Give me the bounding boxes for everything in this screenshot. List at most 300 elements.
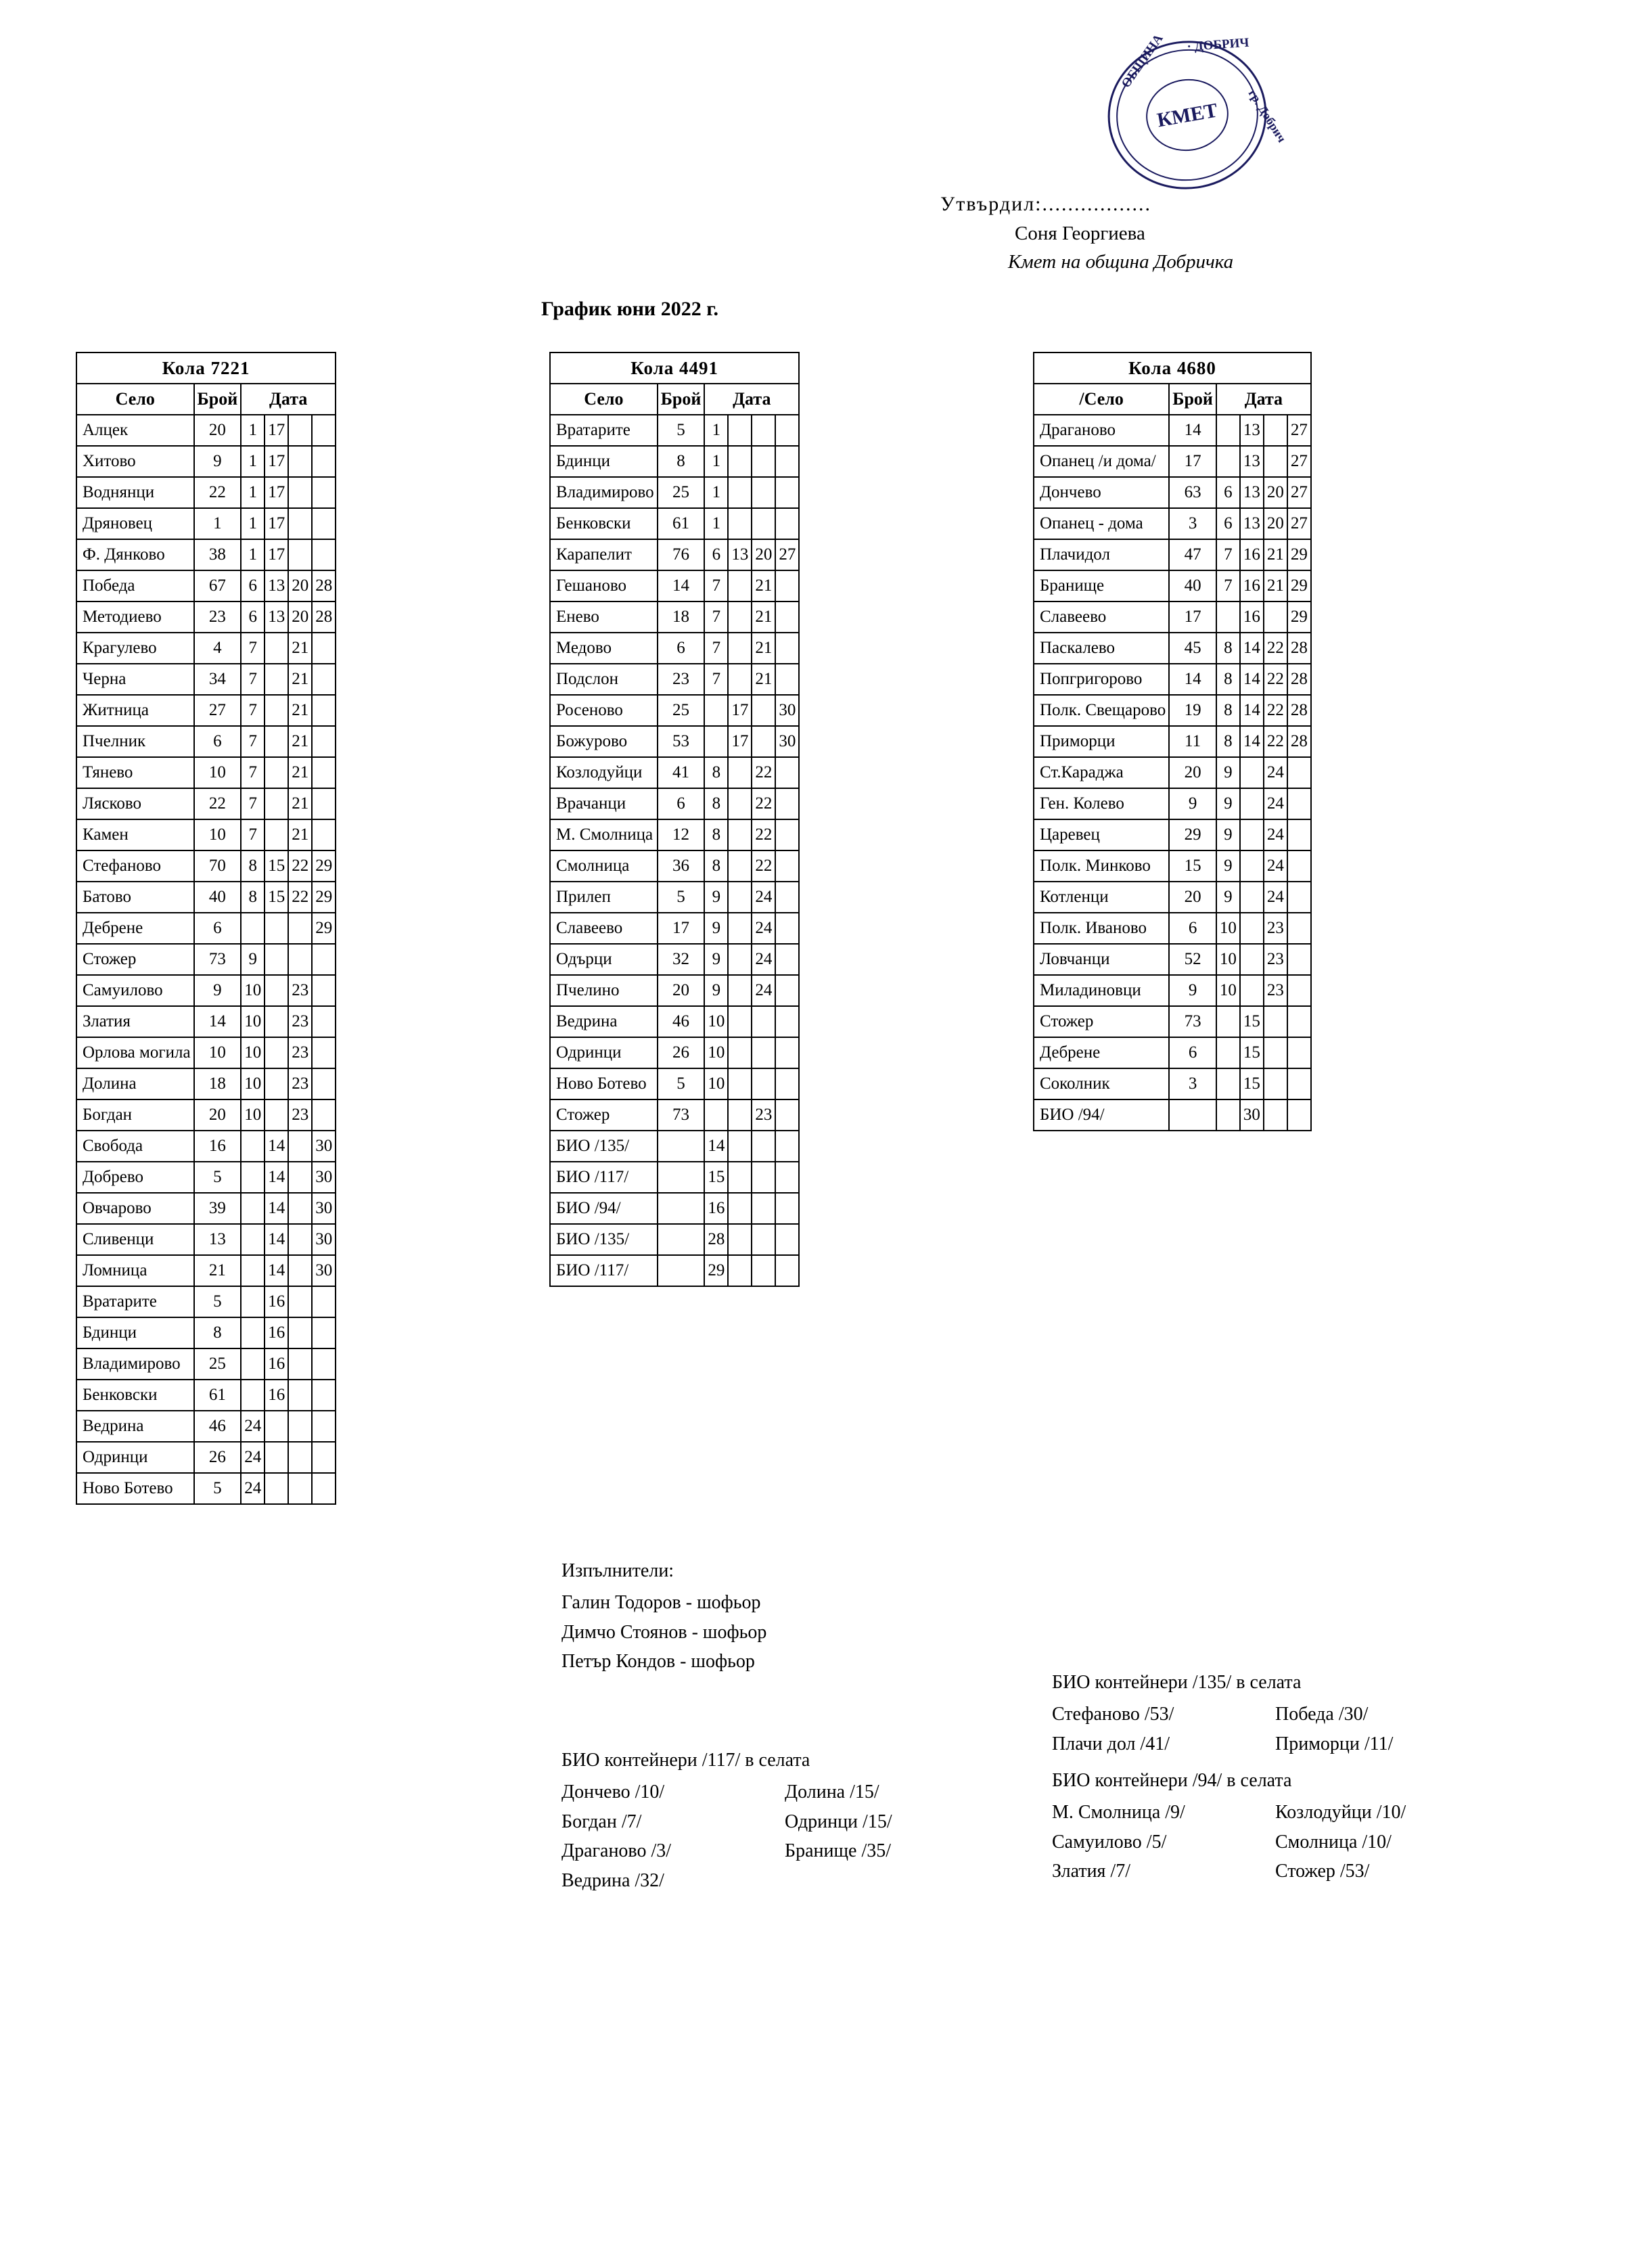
cell-date: 20 [288, 570, 312, 602]
table-row [550, 819, 799, 850]
cell-date: 15 [704, 1162, 728, 1193]
cell-count: 20 [1169, 882, 1216, 913]
table-row [550, 726, 799, 757]
table-row [1034, 477, 1311, 508]
cell-date [265, 1411, 288, 1442]
cell-date [1287, 1037, 1311, 1068]
cell-date [775, 602, 799, 633]
cell-count: 46 [194, 1411, 242, 1442]
cell-village: Смолница [550, 850, 658, 882]
cell-date: 22 [1264, 664, 1287, 695]
cell-date: 10 [241, 1099, 265, 1131]
table-row [550, 602, 799, 633]
cell-date: 15 [1240, 1037, 1264, 1068]
cell-date: 7 [241, 726, 265, 757]
cell-date: 30 [1240, 1099, 1264, 1131]
cell-date [1287, 975, 1311, 1006]
cell-count: 27 [194, 695, 242, 726]
cell-date [288, 913, 312, 944]
cell-date [241, 1286, 265, 1317]
table-row [1034, 944, 1311, 975]
executors-block [561, 1556, 766, 1677]
cell-date: 8 [1216, 633, 1240, 664]
cell-date [241, 1317, 265, 1348]
cell-date: 28 [1287, 695, 1311, 726]
cell-village: Житница [76, 695, 194, 726]
cell-date: 7 [704, 664, 728, 695]
bio-94-left-item: Златия /7/ [1052, 1861, 1130, 1882]
cell-date: 21 [288, 757, 312, 788]
table-row [76, 726, 336, 757]
cell-date [241, 1255, 265, 1286]
cell-count: 52 [1169, 944, 1216, 975]
cell-village: Ведрина [76, 1411, 194, 1442]
cell-date: 9 [1216, 819, 1240, 850]
table-row [550, 882, 799, 913]
cell-date [1216, 415, 1240, 446]
cell-date: 17 [265, 539, 288, 570]
cell-date [728, 788, 752, 819]
table-row [1034, 664, 1311, 695]
cell-count: 3 [1169, 1068, 1216, 1099]
cell-count: 6 [194, 726, 242, 757]
cell-date: 21 [288, 726, 312, 757]
car-title: Кола 4680 [1034, 353, 1311, 384]
cell-date [775, 944, 799, 975]
cell-date [728, 1099, 752, 1131]
cell-date: 17 [728, 726, 752, 757]
cell-count: 14 [1169, 664, 1216, 695]
cell-date: 30 [312, 1255, 336, 1286]
cell-village: БИО /117/ [550, 1162, 658, 1193]
col-header-village: Село [76, 384, 194, 415]
schedule-table [76, 352, 336, 1505]
cell-date: 6 [241, 570, 265, 602]
cell-date [752, 1162, 775, 1193]
table-row [550, 1037, 799, 1068]
schedule-table [549, 352, 800, 1287]
cell-village: Козлодуйци [550, 757, 658, 788]
cell-count: 36 [658, 850, 705, 882]
cell-date [775, 1068, 799, 1099]
cell-count [1169, 1099, 1216, 1131]
cell-date [752, 415, 775, 446]
cell-date: 14 [704, 1131, 728, 1162]
table-row [550, 570, 799, 602]
cell-date: 14 [1240, 695, 1264, 726]
svg-text:гр. Добрич: гр. Добрич [1245, 87, 1289, 145]
cell-date: 21 [1264, 570, 1287, 602]
cell-date: 8 [241, 882, 265, 913]
table-car-4491 [549, 352, 800, 1287]
cell-date [312, 1411, 336, 1442]
table-row [1034, 788, 1311, 819]
cell-village: Крагулево [76, 633, 194, 664]
table-row [76, 1286, 336, 1317]
cell-date: 8 [704, 819, 728, 850]
cell-village: Енево [550, 602, 658, 633]
cell-count: 9 [194, 975, 242, 1006]
cell-date: 21 [288, 664, 312, 695]
cell-date [775, 633, 799, 664]
cell-count [658, 1193, 705, 1224]
cell-village: БИО /94/ [1034, 1099, 1169, 1131]
cell-date: 6 [1216, 508, 1240, 539]
cell-count: 67 [194, 570, 242, 602]
cell-village: Драганово [1034, 415, 1169, 446]
cell-date: 20 [752, 539, 775, 570]
cell-date [728, 633, 752, 664]
cell-date [728, 913, 752, 944]
bio-94-right-item: Смолница /10/ [1275, 1831, 1392, 1853]
cell-date [241, 1380, 265, 1411]
cell-date: 17 [265, 508, 288, 539]
col-header-date: Дата [241, 384, 336, 415]
cell-count: 61 [658, 508, 705, 539]
cell-date: 7 [704, 570, 728, 602]
cell-count: 23 [194, 602, 242, 633]
cell-date [728, 570, 752, 602]
cell-village: Долина [76, 1068, 194, 1099]
cell-count: 73 [1169, 1006, 1216, 1037]
cell-date [265, 1473, 288, 1504]
cell-count: 4 [194, 633, 242, 664]
col-header-date: Дата [704, 384, 799, 415]
table-row [550, 975, 799, 1006]
cell-date [288, 1224, 312, 1255]
table-row [76, 1193, 336, 1224]
table-row [1034, 882, 1311, 913]
cell-date: 17 [728, 695, 752, 726]
bio-135-title: БИО контейнери /135/ в селата [1052, 1672, 1302, 1693]
cell-village: Славеево [550, 913, 658, 944]
cell-date [1216, 1099, 1240, 1131]
cell-count: 9 [1169, 975, 1216, 1006]
cell-count: 3 [1169, 508, 1216, 539]
cell-count: 47 [1169, 539, 1216, 570]
cell-date: 27 [1287, 508, 1311, 539]
cell-date [241, 1162, 265, 1193]
cell-date: 24 [752, 944, 775, 975]
cell-date: 29 [1287, 539, 1311, 570]
cell-date: 21 [752, 570, 775, 602]
cell-date [752, 477, 775, 508]
cell-date: 21 [288, 788, 312, 819]
cell-date [312, 446, 336, 477]
cell-village: Ф. Дянково [76, 539, 194, 570]
cell-date [728, 664, 752, 695]
cell-date [775, 850, 799, 882]
cell-date: 10 [241, 1006, 265, 1037]
cell-count: 40 [1169, 570, 1216, 602]
cell-count: 5 [658, 415, 705, 446]
table-row [76, 913, 336, 944]
cell-count: 26 [194, 1442, 242, 1473]
table-row [1034, 726, 1311, 757]
table-row [1034, 1037, 1311, 1068]
cell-date [1264, 1006, 1287, 1037]
bio-135-left-item: Стефаново /53/ [1052, 1704, 1174, 1725]
table-row [550, 788, 799, 819]
cell-count: 10 [194, 757, 242, 788]
cell-date [1240, 913, 1264, 944]
cell-date: 14 [265, 1162, 288, 1193]
cell-date [1240, 944, 1264, 975]
cell-date: 24 [752, 882, 775, 913]
col-header-date: Дата [1216, 384, 1311, 415]
table-row [550, 1068, 799, 1099]
cell-date [241, 1193, 265, 1224]
cell-date [312, 695, 336, 726]
cell-date: 9 [704, 882, 728, 913]
cell-count: 73 [658, 1099, 705, 1131]
cell-date [752, 1224, 775, 1255]
cell-date: 23 [752, 1099, 775, 1131]
cell-date: 1 [241, 508, 265, 539]
table-row [1034, 539, 1311, 570]
cell-count [658, 1224, 705, 1255]
cell-date: 24 [241, 1411, 265, 1442]
cell-count: 5 [658, 1068, 705, 1099]
cell-count: 16 [194, 1131, 242, 1162]
table-row [76, 1348, 336, 1380]
cell-village: Бранище [1034, 570, 1169, 602]
cell-village: Алцек [76, 415, 194, 446]
cell-date [265, 1099, 288, 1131]
cell-village: М. Смолница [550, 819, 658, 850]
cell-date: 29 [312, 850, 336, 882]
cell-date: 1 [241, 477, 265, 508]
cell-date: 28 [312, 570, 336, 602]
cell-date: 9 [1216, 882, 1240, 913]
cell-village: Лясково [76, 788, 194, 819]
cell-date [312, 819, 336, 850]
cell-date [775, 757, 799, 788]
cell-count: 17 [1169, 602, 1216, 633]
cell-date [775, 415, 799, 446]
table-row [550, 1006, 799, 1037]
cell-date: 13 [1240, 446, 1264, 477]
cell-date: 14 [1240, 633, 1264, 664]
cell-village: Ново Ботево [76, 1473, 194, 1504]
cell-date: 10 [704, 1006, 728, 1037]
bio-94-title: БИО контейнери /94/ в селата [1052, 1770, 1292, 1791]
cell-date: 8 [1216, 695, 1240, 726]
cell-date: 16 [265, 1380, 288, 1411]
cell-date: 15 [1240, 1068, 1264, 1099]
cell-village: Ломница [76, 1255, 194, 1286]
cell-date [1287, 850, 1311, 882]
page-title: График юни 2022 г. [541, 298, 718, 320]
cell-village: Ген. Колево [1034, 788, 1169, 819]
cell-village: Богдан [76, 1099, 194, 1131]
cell-village: Опанец /и дома/ [1034, 446, 1169, 477]
table-row [1034, 1099, 1311, 1131]
cell-date [265, 975, 288, 1006]
cell-date [775, 1224, 799, 1255]
cell-village: Плачидол [1034, 539, 1169, 570]
cell-date: 20 [288, 602, 312, 633]
cell-date [728, 1224, 752, 1255]
cell-count: 22 [194, 788, 242, 819]
cell-count: 14 [1169, 415, 1216, 446]
cell-count: 14 [658, 570, 705, 602]
cell-date [312, 975, 336, 1006]
cell-date: 23 [1264, 975, 1287, 1006]
cell-date: 30 [775, 726, 799, 757]
cell-village: Божурово [550, 726, 658, 757]
cell-count: 19 [1169, 695, 1216, 726]
cell-date [1287, 944, 1311, 975]
cell-date: 28 [1287, 633, 1311, 664]
table-row [550, 695, 799, 726]
cell-village: Прилеп [550, 882, 658, 913]
cell-date: 13 [265, 602, 288, 633]
table-row [76, 602, 336, 633]
cell-date [312, 788, 336, 819]
cell-date: 21 [1264, 539, 1287, 570]
cell-date: 10 [1216, 944, 1240, 975]
cell-count [658, 1131, 705, 1162]
cell-count: 41 [658, 757, 705, 788]
cell-date: 24 [241, 1473, 265, 1504]
cell-date: 1 [241, 539, 265, 570]
cell-village: Полк. Минково [1034, 850, 1169, 882]
cell-date [1240, 975, 1264, 1006]
svg-text:ОБЩИНА: ОБЩИНА [1118, 31, 1166, 91]
cell-date [775, 1006, 799, 1037]
bio-117-title: БИО контейнери /117/ в селата [561, 1750, 810, 1771]
cell-date: 22 [1264, 633, 1287, 664]
cell-village: БИО /135/ [550, 1224, 658, 1255]
cell-count: 73 [194, 944, 242, 975]
table-row [1034, 570, 1311, 602]
table-row [1034, 508, 1311, 539]
cell-date: 15 [265, 850, 288, 882]
bio-117-right-item: Долина /15/ [785, 1781, 879, 1803]
cell-village: Победа [76, 570, 194, 602]
cell-date: 7 [704, 633, 728, 664]
cell-date [752, 1037, 775, 1068]
cell-date: 23 [1264, 913, 1287, 944]
cell-date [1240, 788, 1264, 819]
cell-date [265, 819, 288, 850]
executor-item: Галин Тодоров - шофьор [561, 1592, 761, 1614]
cell-date [728, 415, 752, 446]
cell-village: Карапелит [550, 539, 658, 570]
cell-date: 7 [241, 664, 265, 695]
cell-village: Попгригорово [1034, 664, 1169, 695]
cell-date [1264, 602, 1287, 633]
cell-date: 9 [1216, 757, 1240, 788]
cell-date: 7 [241, 633, 265, 664]
cell-village: Гешаново [550, 570, 658, 602]
cell-date [265, 1068, 288, 1099]
cell-village: БИО /94/ [550, 1193, 658, 1224]
table-row [76, 975, 336, 1006]
cell-date [312, 415, 336, 446]
cell-date [775, 477, 799, 508]
table-car-7221 [76, 352, 336, 1505]
cell-date: 29 [1287, 602, 1311, 633]
bio-117-right-item [785, 1866, 892, 1895]
cell-village: Пчелник [76, 726, 194, 757]
cell-count: 34 [194, 664, 242, 695]
executor-item: Петър Кондов - шофьор [561, 1651, 755, 1673]
cell-date [288, 477, 312, 508]
cell-village: Бенковски [76, 1380, 194, 1411]
cell-village: Вратарите [76, 1286, 194, 1317]
col-header-count: Брой [658, 384, 705, 415]
cell-date [1287, 913, 1311, 944]
cell-date [288, 415, 312, 446]
cell-date: 21 [752, 633, 775, 664]
table-row [1034, 975, 1311, 1006]
cell-date: 29 [312, 882, 336, 913]
schedule-table [1033, 352, 1312, 1131]
table-row [76, 1006, 336, 1037]
cell-date: 7 [1216, 539, 1240, 570]
cell-count: 70 [194, 850, 242, 882]
cell-date: 1 [241, 415, 265, 446]
table-row [76, 1473, 336, 1504]
cell-village: Царевец [1034, 819, 1169, 850]
cell-date [288, 446, 312, 477]
cell-date [241, 1131, 265, 1162]
cell-count: 21 [194, 1255, 242, 1286]
cell-date [728, 1068, 752, 1099]
cell-date [265, 695, 288, 726]
cell-date [775, 975, 799, 1006]
cell-date: 13 [1240, 508, 1264, 539]
cell-date [265, 788, 288, 819]
cell-village: Пчелино [550, 975, 658, 1006]
table-row [550, 757, 799, 788]
cell-count: 9 [194, 446, 242, 477]
cell-date [312, 1473, 336, 1504]
cell-village: БИО /135/ [550, 1131, 658, 1162]
cell-date [1240, 850, 1264, 882]
cell-date [312, 1348, 336, 1380]
table-row [550, 415, 799, 446]
cell-date: 24 [1264, 757, 1287, 788]
cell-village: Дряновец [76, 508, 194, 539]
table-row [550, 1255, 799, 1286]
approval-label: Утвърдил:................. [940, 193, 1152, 215]
cell-date [775, 1193, 799, 1224]
cell-count: 25 [194, 1348, 242, 1380]
cell-date [752, 1068, 775, 1099]
cell-date: 14 [265, 1131, 288, 1162]
cell-count: 23 [658, 664, 705, 695]
cell-date: 16 [265, 1286, 288, 1317]
cell-date: 22 [288, 850, 312, 882]
cell-count: 6 [1169, 913, 1216, 944]
cell-date [728, 1037, 752, 1068]
cell-date [1240, 882, 1264, 913]
cell-village: Соколник [1034, 1068, 1169, 1099]
cell-date: 21 [288, 695, 312, 726]
executors-title: Изпълнители: [561, 1560, 674, 1581]
cell-count: 46 [658, 1006, 705, 1037]
executor-item: Димчо Стоянов - шофьор [561, 1621, 767, 1643]
table-row [550, 944, 799, 975]
bio-94-right-item: Козлодуйци /10/ [1275, 1802, 1406, 1823]
cell-date [752, 1006, 775, 1037]
cell-date: 16 [1240, 570, 1264, 602]
cell-village: Одринци [550, 1037, 658, 1068]
table-row [550, 1224, 799, 1255]
